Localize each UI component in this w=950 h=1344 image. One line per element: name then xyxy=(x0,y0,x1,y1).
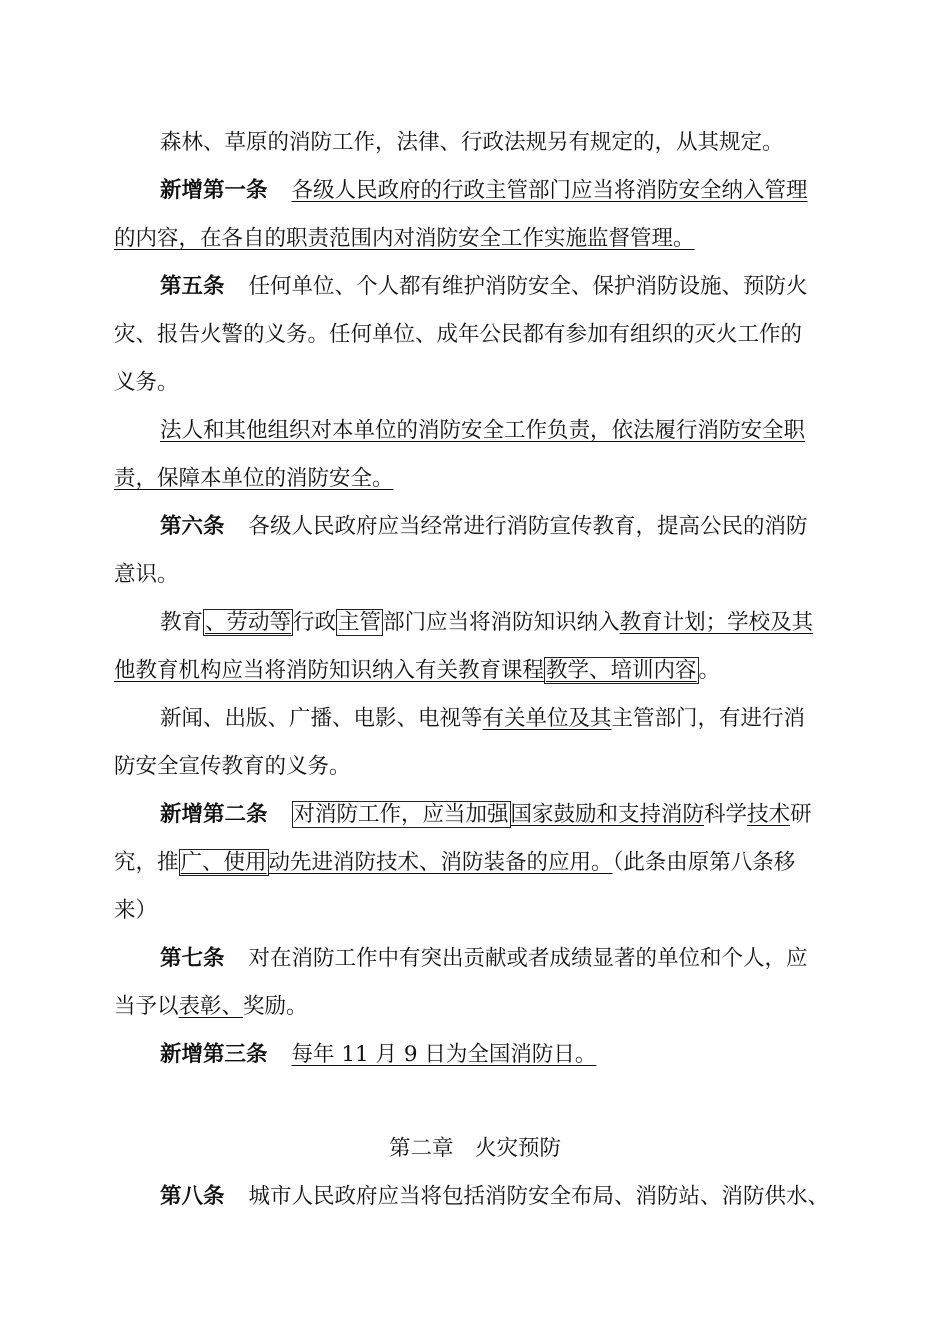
text-span: 新闻、出版、广播、电影、电视等 xyxy=(160,706,483,731)
text-span: 城市人民政府应当将包括消防安全布局、消防站、消防供水、 xyxy=(248,1184,830,1209)
boxed-text: 对消防工作，应当加强 xyxy=(293,802,509,827)
text-span: 研 xyxy=(790,802,812,827)
text-line xyxy=(114,848,838,878)
text-span: 义务。 xyxy=(114,370,179,395)
underlined-text: 法人和其他组织对本单位的消防安全工作负责，依法履行消防安全职 xyxy=(160,418,806,443)
article-new-1 xyxy=(160,176,884,206)
underlined-text: 责，保障本单位的消防安全。 xyxy=(114,466,394,491)
text-line xyxy=(114,656,838,686)
text-span: 主管部门，有进行消 xyxy=(611,706,806,731)
underlined-text: 有关单位及其 xyxy=(482,706,612,731)
article-7 xyxy=(160,944,884,974)
text-line xyxy=(114,992,838,1022)
underlined-text: 各级人民政府的行政主管部门应当将消防安全纳入管理 xyxy=(291,178,808,203)
boxed-text: 广、使用 xyxy=(180,850,267,875)
boxed-text: 教学、培训内容 xyxy=(546,658,697,683)
text-span: 意识。 xyxy=(114,562,179,587)
text-line xyxy=(114,320,838,350)
text-line xyxy=(114,752,838,782)
text-span: 行政 xyxy=(293,610,337,635)
text-span: 防安全宣传教育的义务。 xyxy=(114,754,351,779)
text-span: 奖励。 xyxy=(243,994,308,1019)
underlined-text: 国家鼓励和支持消防 xyxy=(510,802,705,827)
underlined-text: 每年 11 月 9 日为全国消防日。 xyxy=(291,1042,597,1067)
text-span: 森林、草原的消防工作，法律、行政法规另有规定的，从其规定。 xyxy=(160,130,784,155)
text-span: （此条由原第八条移 xyxy=(612,850,796,875)
text-line xyxy=(160,704,884,734)
text-line xyxy=(114,464,838,494)
text-span: 究，推 xyxy=(114,850,179,875)
article-label: 第七条 xyxy=(160,946,225,971)
article-8 xyxy=(160,1182,884,1212)
underlined-text: 教育计划；学校及其 xyxy=(619,610,814,635)
text-span: 任何单位、个人都有维护消防安全、保护消防设施、预防火 xyxy=(248,274,808,299)
text-span: 。 xyxy=(698,658,721,683)
text-span: 来） xyxy=(114,898,158,923)
article-label: 第六条 xyxy=(160,514,225,539)
article-5 xyxy=(160,272,884,302)
text-line xyxy=(160,608,884,638)
chapter-heading: 第二章 火灾预防 xyxy=(388,1136,561,1161)
boxed-text: 、劳动等 xyxy=(205,610,292,635)
text-line xyxy=(114,896,838,926)
article-label: 新增第一条 xyxy=(160,178,268,203)
text-line xyxy=(114,224,838,254)
text-span: 科学 xyxy=(704,802,748,827)
article-new-3 xyxy=(160,1040,884,1070)
article-6 xyxy=(160,512,884,542)
boxed-text: 主管 xyxy=(338,610,382,635)
text-line xyxy=(114,368,838,398)
underlined-text: 技术 xyxy=(747,802,791,827)
underlined-text: 他教育机构应当将消防知识纳入有关教育课程 xyxy=(114,658,545,683)
underlined-text: 表彰、 xyxy=(178,994,244,1019)
text-line xyxy=(114,560,838,590)
article-label: 第五条 xyxy=(160,274,225,299)
text-span: 对在消防工作中有突出贡献或者成绩显著的单位和个人，应 xyxy=(248,946,808,971)
article-label: 新增第三条 xyxy=(160,1042,268,1067)
text-span: 当予以 xyxy=(114,994,179,1019)
text-line xyxy=(160,416,884,446)
underlined-text: 的内容，在各自的职责范围内对消防安全工作实施监督管理。 xyxy=(114,226,695,251)
article-label: 第八条 xyxy=(160,1184,225,1209)
article-label: 新增第二条 xyxy=(160,802,268,827)
underlined-text: 动先进消防技术、消防装备的应用。 xyxy=(268,850,613,875)
text-span: 部门应当将消防知识纳入 xyxy=(383,610,620,635)
text-span: 教育 xyxy=(160,610,204,635)
text-span: 灾、报告火警的义务。任何单位、成年公民都有参加有组织的灭火工作的 xyxy=(114,322,803,347)
article-new-2 xyxy=(160,800,884,830)
text-span: 各级人民政府应当经常进行消防宣传教育，提高公民的消防 xyxy=(248,514,808,539)
text-line xyxy=(160,128,884,158)
